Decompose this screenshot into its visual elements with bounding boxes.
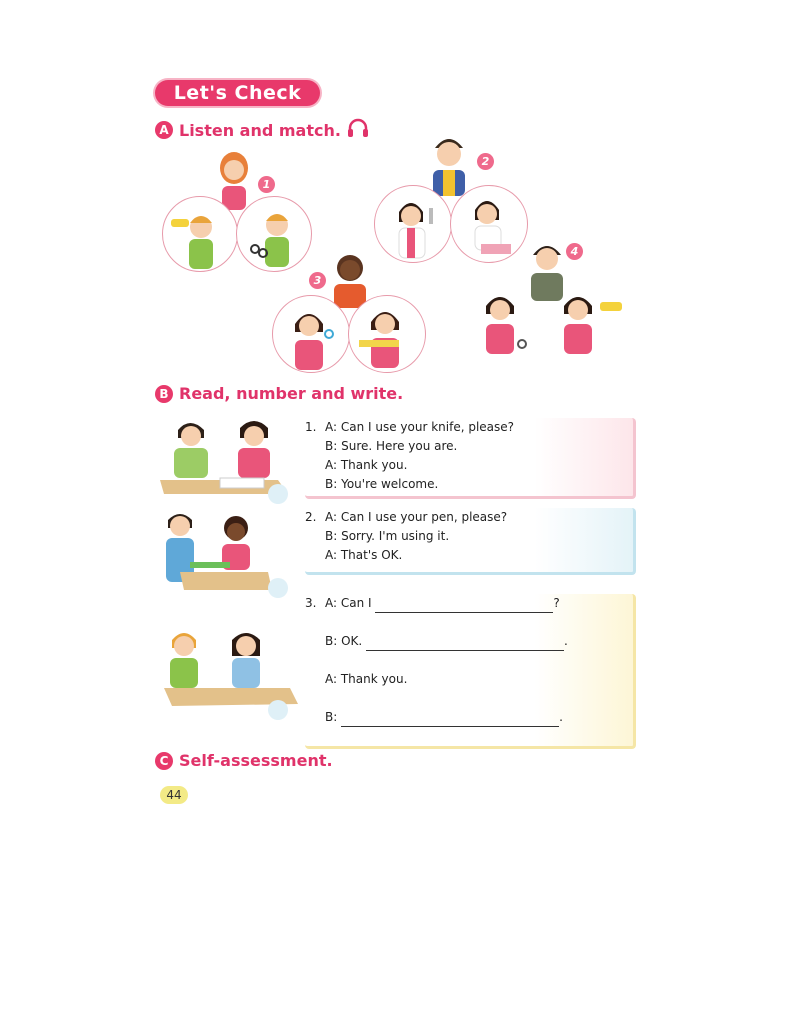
headphones-icon: [347, 118, 369, 142]
item-number-1: 1: [258, 176, 275, 193]
dialogue-1-number: 1.: [305, 420, 317, 434]
dialogue-3-number: 3.: [305, 596, 317, 610]
dialogue-3-line-2-prefix: B: OK.: [325, 634, 363, 648]
item-number-2: 2: [477, 153, 494, 170]
item-number-3: 3: [309, 272, 326, 289]
girl-scissors-picture-4[interactable]: [470, 288, 538, 362]
section-c-title: Self-assessment.: [179, 751, 333, 770]
section-a-title: Listen and match.: [179, 120, 341, 140]
circle-girl-ruler[interactable]: [348, 295, 426, 373]
circle-girl-scissors[interactable]: [272, 295, 350, 373]
dialogue-1: [305, 418, 636, 499]
section-a-letter: A: [155, 121, 173, 139]
dialogue-1-line-3: A: Thank you.: [325, 458, 408, 472]
section-a-heading: [155, 118, 369, 142]
dialogue-2-line-1: A: Can I use your pen, please?: [325, 510, 508, 524]
dialogue-3-line-4-prefix: B:: [325, 710, 338, 724]
dialogue-1-line-2: B: Sure. Here you are.: [325, 439, 458, 453]
answer-circle-1[interactable]: [268, 484, 288, 504]
answer-circle-3[interactable]: [268, 700, 288, 720]
section-c-letter: C: [155, 752, 173, 770]
section-b-letter: B: [155, 385, 173, 403]
dialogue-3: [305, 594, 636, 749]
answer-blank-2[interactable]: [366, 636, 564, 651]
answer-circle-2[interactable]: [268, 578, 288, 598]
section-c-heading: [155, 751, 333, 770]
circle-girl-spoon[interactable]: [374, 185, 452, 263]
dialogue-3-line-2-suffix: .: [564, 634, 568, 648]
page-title: Let's Check: [155, 80, 320, 106]
answer-blank-3[interactable]: [341, 712, 559, 727]
page-number: 44: [160, 786, 188, 804]
circle-boy-flashlight[interactable]: [162, 196, 238, 272]
dialogue-3-line-4-suffix: .: [559, 710, 563, 724]
dialogue-1-line-4: B: You're welcome.: [325, 477, 439, 491]
dialogue-2-number: 2.: [305, 510, 317, 524]
section-b-heading: [155, 384, 403, 403]
dialogue-2: [305, 508, 636, 575]
item-number-4: 4: [566, 243, 583, 260]
section-b-title: Read, number and write.: [179, 384, 404, 403]
dialogue-3-line-3: A: Thank you.: [325, 672, 408, 686]
circle-boy-scissors[interactable]: [236, 196, 312, 272]
dialogue-2-line-2: B: Sorry. I'm using it.: [325, 529, 450, 543]
dialogue-1-line-1: A: Can I use your knife, please?: [325, 420, 515, 434]
circle-girl-drawing[interactable]: [450, 185, 528, 263]
answer-blank-1[interactable]: [375, 598, 553, 613]
dialogue-3-line-1-prefix: A: Can I: [325, 596, 372, 610]
dialogue-2-line-3: A: That's OK.: [325, 548, 403, 562]
girl-glue-picture-4[interactable]: [550, 288, 630, 362]
dialogue-3-line-1-suffix: ?: [553, 596, 560, 610]
